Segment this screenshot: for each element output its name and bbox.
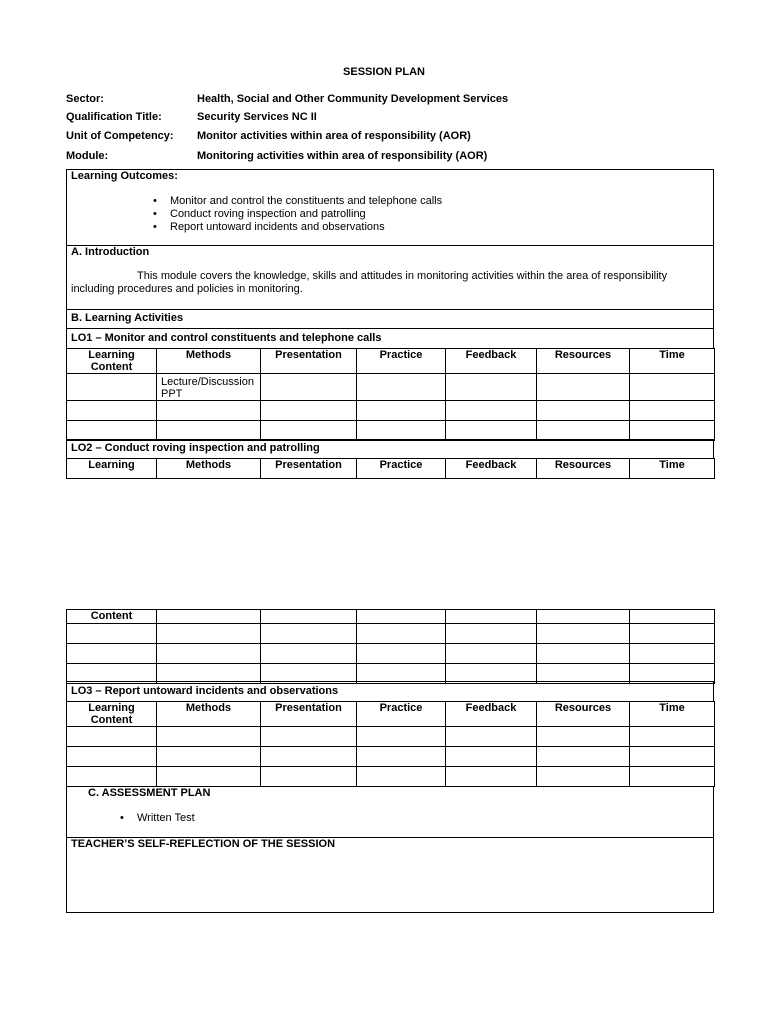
table-header-row [67,459,715,479]
column-header: Methods [157,459,261,479]
lo2-table-part2 [66,609,715,684]
column-header: Presentation [261,459,357,479]
introduction-text: This module covers the knowledge, skills and attitudes in monitoring activities within the area of responsibility including procedures and policies in monitoring. [71,270,668,295]
learning-activities-box [66,309,714,329]
learning-activities-heading: B. Learning Activities [71,312,184,324]
table-cell [446,374,537,401]
lo1-heading: LO1 – Monitor and control constituents and telephone calls [71,332,382,344]
table-row [67,401,715,421]
lo3-heading: LO3 – Report untoward incidents and observations [71,685,339,697]
module-label: Module: [66,150,109,162]
lo3-heading-box [66,681,714,702]
unit-label: Unit of Competency: [66,130,174,142]
column-header: Time [630,349,715,374]
column-header: Methods [157,702,261,727]
column-header: Presentation [261,702,357,727]
table-cell [537,374,630,401]
table-cell [67,374,157,401]
column-header: Resources [537,702,630,727]
table-header-row [67,610,715,624]
column-header: Resources [537,349,630,374]
table-cell: Lecture/Discussion PPT [157,374,261,401]
column-header: Practice [357,349,446,374]
assessment-list [120,812,195,825]
assessment-box [66,786,714,838]
assessment-heading: C. ASSESSMENT PLAN [88,787,211,799]
table-row [67,747,715,767]
unit-value: Monitor activities within area of responsibility (AOR) [197,130,471,142]
column-header: Practice [357,459,446,479]
lo2-heading-box [66,439,714,459]
list-item: • Written Test [120,812,195,825]
lo2-heading: LO2 – Conduct roving inspection and patrolling [71,442,320,454]
table-cell [630,374,715,401]
module-value: Monitoring activities within area of responsibility (AOR) [197,150,488,162]
sector-value: Health, Social and Other Community Development Services [197,93,509,105]
lo1-heading-box [66,328,714,349]
table-row [67,421,715,441]
column-header: Practice [357,702,446,727]
qualification-label: Qualification Title: [66,111,162,123]
column-header: Time [630,459,715,479]
table-row [67,644,715,664]
table-row [67,374,715,401]
learning-outcomes-heading: Learning Outcomes: [71,170,178,182]
table-header-row [67,702,715,727]
column-header: Methods [157,349,261,374]
introduction-heading: A. Introduction [71,246,150,258]
column-header: Learning [67,459,157,479]
table-header-row [67,349,715,374]
table-row [67,727,715,747]
list-item: • Monitor and control the constituents and telephone calls [153,195,442,208]
learning-outcomes-list [153,195,442,234]
table-row [67,624,715,644]
list-item: • Report untoward incidents and observations [153,221,442,234]
learning-outcomes-box [66,169,714,246]
table-row [67,767,715,787]
reflection-heading: TEACHER’S SELF-REFLECTION OF THE SESSION [71,838,336,850]
column-header: Presentation [261,349,357,374]
sector-label: Sector: [66,93,104,105]
column-header: Feedback [446,459,537,479]
introduction-box [66,245,714,310]
lo3-table [66,701,715,787]
lo2-table-part1 [66,458,715,479]
lo1-table [66,348,715,441]
column-header: Time [630,702,715,727]
column-header: Resources [537,459,630,479]
list-item: • Conduct roving inspection and patrolling [153,208,442,221]
reflection-box [66,837,714,913]
column-header: Feedback [446,702,537,727]
column-header: Learning Content [67,702,157,727]
table-cell [357,374,446,401]
column-header: Learning Content [67,349,157,374]
qualification-value: Security Services NC II [197,111,317,123]
column-header: Feedback [446,349,537,374]
page-title: SESSION PLAN [343,66,425,78]
table-cell [261,374,357,401]
column-header: Content [67,610,157,624]
